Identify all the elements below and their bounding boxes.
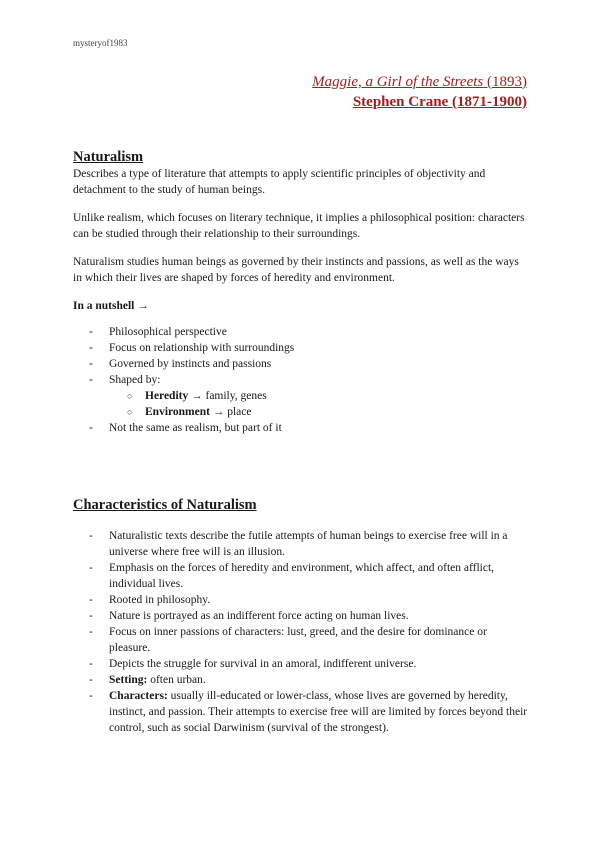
paragraph: Unlike realism, which focuses on literary technique, it implies a philosophical position: characters can be studied through their relationship to their surroundings. [73, 212, 525, 240]
list-item: - Depicts the struggle for survival in an amoral, indifferent universe. [73, 656, 528, 672]
list-item: - Focus on inner passions of characters: lust, greed, and the desire for dominance or pleasure. [73, 624, 528, 656]
term: Characters: [109, 690, 168, 702]
term: Environment [145, 406, 210, 418]
term-detail: usually ill-educated or lower-class, whose lives are governed by heredity, instinct, and passion. Their attempts to exercise free will are limited by forces beyond their control, such as social Darwinism (survival of the strongest). [109, 690, 528, 734]
list-item: - Governed by instincts and passions [73, 356, 528, 372]
work-title [312, 72, 527, 92]
list-item [73, 672, 528, 688]
sub-list [109, 388, 528, 420]
section-spacer [73, 436, 528, 496]
list-item: - Naturalistic texts describe the futile attempts of human beings to exercise free will in a universe where free will is an illusion. [73, 528, 528, 560]
paragraph: Naturalism studies human beings as governed by their instincts and passions, as well as the ways in which their lives are shaped by forces of heredity and environment. [73, 256, 519, 284]
title-block [312, 72, 527, 112]
list-item: - Emphasis on the forces of heredity and environment, which affect, and often afflict, individual lives. [73, 560, 528, 592]
list-item: - Focus on relationship with surroundings [73, 340, 528, 356]
list-item: - Nature is portrayed as an indifferent force acting on human lives. [73, 608, 528, 624]
work-year: (1893) [487, 74, 527, 90]
term-detail: → family, genes [188, 390, 267, 402]
list-item [73, 688, 528, 736]
section-heading-characteristics: Characteristics of Naturalism [73, 497, 257, 513]
author-line: Stephen Crane (1871-1900) [352, 94, 527, 110]
work-name: Maggie, a Girl of the Streets [312, 74, 484, 90]
characteristics-list [73, 528, 528, 736]
document-body [73, 148, 528, 736]
section-heading-naturalism: Naturalism [73, 149, 144, 165]
paragraph: Describes a type of literature that attempts to apply scientific principles of objectivity and detachment to the study of human beings. [73, 168, 486, 196]
list-item-text: Shaped by: [109, 374, 161, 386]
term: Heredity [145, 390, 189, 402]
term-detail: often urban. [147, 674, 206, 686]
nutshell-list [73, 324, 528, 436]
list-item: - Philosophical perspective [73, 324, 528, 340]
nutshell-label: In a nutshell → [73, 300, 149, 312]
list-item [73, 372, 528, 420]
list-item: - Not the same as realism, but part of it [73, 420, 528, 436]
header-note: mysteryof1983 [73, 38, 128, 48]
sub-list-item [109, 404, 528, 420]
term-detail: → place [209, 406, 252, 418]
term: Setting: [109, 674, 148, 686]
list-item: - Rooted in philosophy. [73, 592, 528, 608]
sub-list-item [109, 388, 528, 404]
